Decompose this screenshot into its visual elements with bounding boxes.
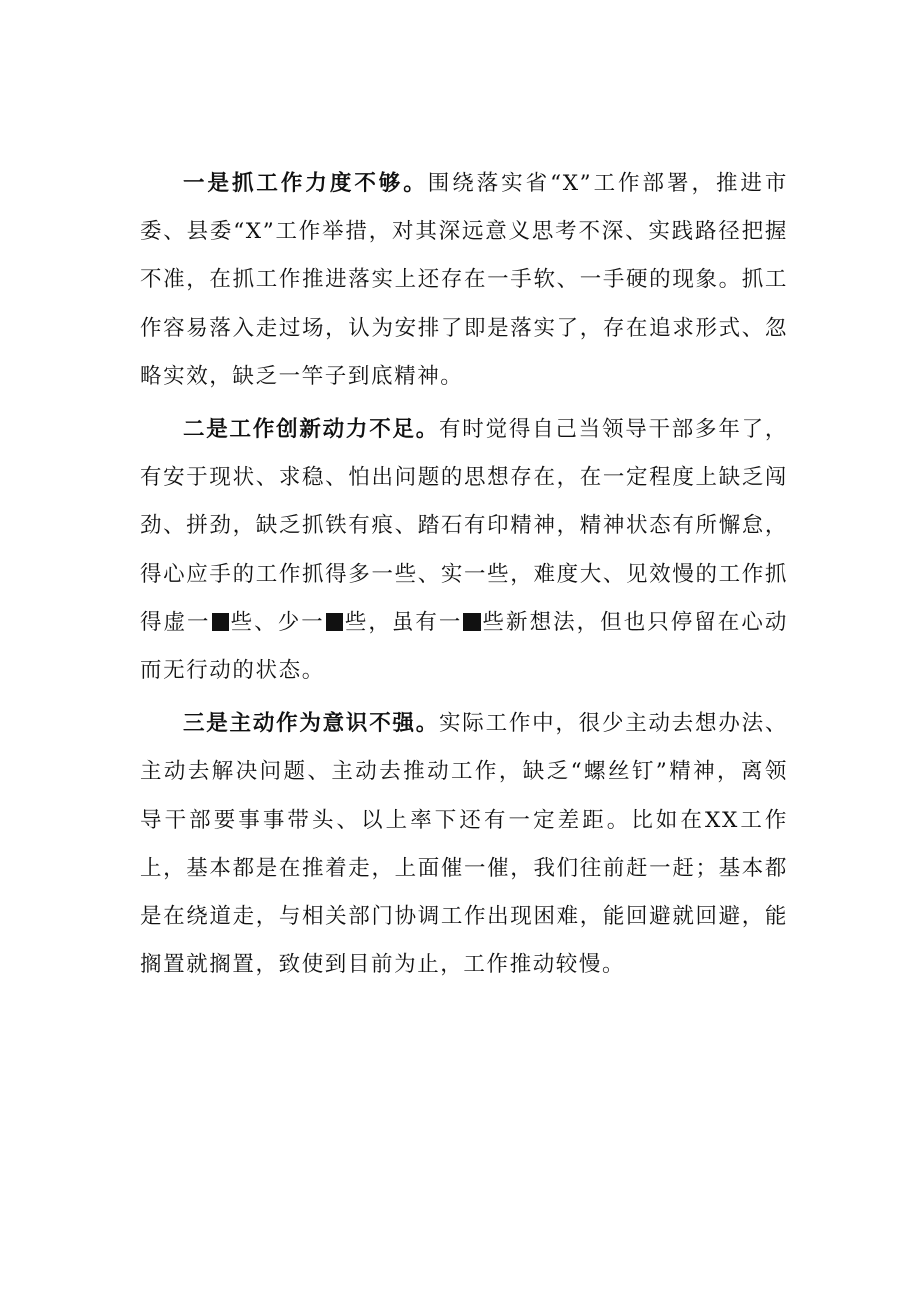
paragraph-1 — [140, 160, 788, 401]
redaction-block-3 — [463, 613, 481, 631]
document-body — [140, 160, 788, 994]
paragraph-1-text: 围绕落实省“X”工作部署，推进市委、县委“X”工作举措，对其深远意义思考不深、实践路径把握不准，在抓工作推进落实上还存在一手软、一手硬的现象。抓工作容易落入走过场，认为安排了即是落实了，存在追求形式、忽略实效，缺乏一竿子到底精神。 — [140, 171, 788, 389]
redaction-block-2 — [326, 613, 344, 631]
paragraph-3-text: 实际工作中，很少主动去想办法、主动去解决问题、主动去推动工作，缺乏“螺丝钉”精神，离领导干部要事事带头、以上率下还有一定差距。比如在XX工作上，基本都是在推着走，上面催一催，我们往前赶一赶；基本都是在绕道走，与相关部门协调工作出现困难，能回避就回避，能搁置就搁置，致使到目前为止，工作推动较慢。 — [140, 711, 788, 978]
paragraph-2-text-part-3: 些，虽有一 — [344, 609, 463, 635]
paragraph-1-heading: 一是抓工作力度不够。 — [183, 171, 428, 196]
paragraph-2 — [140, 406, 788, 695]
paragraph-2-text-part-1: 有时觉得自己当领导干部多年了，有安于现状、求稳、怕出问题的思想存在，在一定程度上缺乏闯劲、拼劲，缺乏抓铁有痕、踏石有印精神，精神状态有所懈怠，得心应手的工作抓得多一些、实一些，难度大、见效慢的工作抓得虚一 — [140, 417, 788, 635]
paragraph-2-text-part-4: 些新想法，但也只停留在心动而无行动的状态。 — [140, 609, 788, 684]
paragraph-2-text-part-2: 些、少一 — [230, 609, 325, 635]
paragraph-2-heading: 二是工作创新动力不足。 — [183, 417, 440, 443]
paragraph-3-heading: 三是主动作为意识不强。 — [183, 711, 440, 737]
redaction-block-1 — [212, 613, 230, 631]
paragraph-3 — [140, 700, 788, 989]
